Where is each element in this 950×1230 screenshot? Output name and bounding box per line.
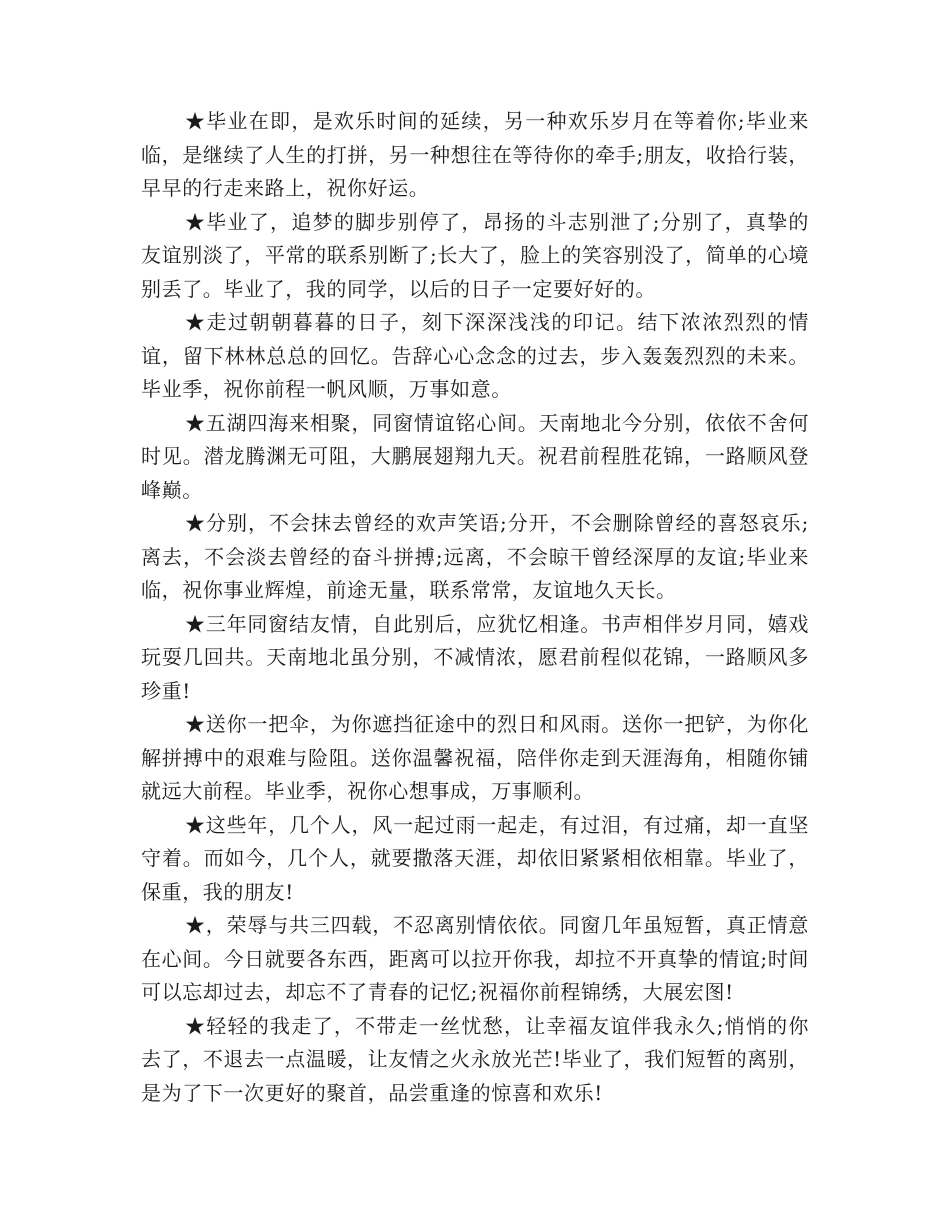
paragraph-10: ★轻轻的我走了，不带走一丝忧愁，让幸福友谊伴我永久;悄悄的你去了，不退去一点温暖，让友情之火永放光芒!毕业了，我们短暂的离别，是为了下一次更好的聚首，品尝重逢的惊喜和欢乐! <box>141 1013 809 1105</box>
paragraph-2: ★毕业了，追梦的脚步别停了，昂扬的斗志别泄了;分别了，真挚的友谊别淡了，平常的联系别断了;长大了，脸上的笑容别没了，简单的心境别丢了。毕业了，我的同学，以后的日子一定要好好的。 <box>141 209 809 301</box>
document-body <box>141 105 809 1110</box>
paragraph-8: ★这些年，几个人，风一起过雨一起走，有过泪，有过痛，却一直坚守着。而如今，几个人，就要撒落天涯，却依旧紧紧相依相靠。毕业了，保重，我的朋友! <box>141 812 809 904</box>
paragraph-3: ★走过朝朝暮暮的日子，刻下深深浅浅的印记。结下浓浓烈烈的情谊，留下林林总总的回忆。告辞心心念念的过去，步入轰轰烈烈的未来。毕业季，祝你前程一帆风顺，万事如意。 <box>141 310 809 401</box>
paragraph-6: ★三年同窗结友情，自此别后，应犹忆相逢。书声相伴岁月同，嬉戏玩耍几回共。天南地北虽分别，不减情浓，愿君前程似花锦，一路顺风多珍重! <box>141 611 809 703</box>
paragraph-5: ★分别，不会抹去曾经的欢声笑语;分开，不会删除曾经的喜怒哀乐;离去，不会淡去曾经的奋斗拼搏;远离，不会晾干曾经深厚的友谊;毕业来临，祝你事业辉煌，前途无量，联系常常，友谊地久天长。 <box>141 511 809 602</box>
paragraph-4: ★五湖四海来相聚，同窗情谊铭心间。天南地北今分别，依依不舍何时见。潜龙腾渊无可阻，大鹏展翅翔九天。祝君前程胜花锦，一路顺风登峰巅。 <box>141 410 809 502</box>
paragraph-9: ★，荣辱与共三四载，不忍离别情依依。同窗几年虽短暂，真正情意在心间。今日就要各东西，距离可以拉开你我，却拉不开真挚的情谊;时间可以忘却过去，却忘不了青春的记忆;祝福你前程锦绣，大展宏图! <box>141 913 809 1004</box>
paragraph-7: ★送你一把伞，为你遮挡征途中的烈日和风雨。送你一把铲，为你化解拼搏中的艰难与险阻。送你温馨祝福，陪伴你走到天涯海角，相随你铺就远大前程。毕业季，祝你心想事成，万事顺利。 <box>141 712 809 803</box>
paragraph-1: ★毕业在即，是欢乐时间的延续，另一种欢乐岁月在等着你;毕业来临，是继续了人生的打拼，另一种想往在等待你的牵手;朋友，收拾行装，早早的行走来路上，祝你好运。 <box>141 109 809 200</box>
